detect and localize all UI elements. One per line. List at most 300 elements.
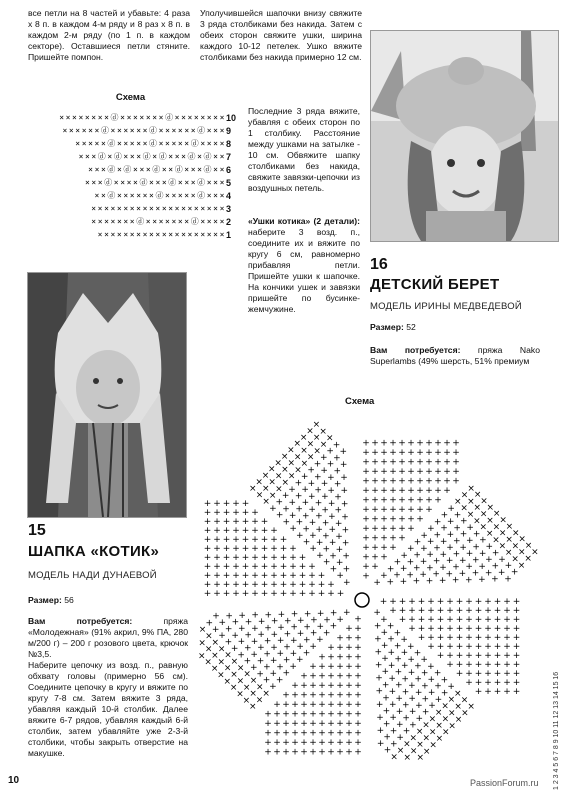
stitch-mark: + xyxy=(398,448,406,458)
stitch-mark: + xyxy=(510,567,519,578)
stitch-mark: + xyxy=(425,576,434,587)
stitch-mark: + xyxy=(455,633,464,643)
stitch-mark: + xyxy=(503,633,511,643)
stitch-mark: × xyxy=(454,701,462,712)
stitch-mark: + xyxy=(320,466,328,477)
stitch-mark: + xyxy=(512,615,521,625)
article-15-number: 15 xyxy=(28,522,46,539)
stitch-mark: + xyxy=(455,624,464,634)
stitch-mark: + xyxy=(251,535,259,545)
stitch-mark: + xyxy=(320,479,329,490)
stitch-mark: + xyxy=(263,662,271,673)
stitch-mark: + xyxy=(380,614,388,625)
schema-1-stitches: ×××××××ⓓ×××××××ⓓ×××× xyxy=(91,217,226,226)
stitch-mark: + xyxy=(250,663,258,673)
stitch-mark: + xyxy=(289,589,297,599)
stitch-mark: + xyxy=(472,555,480,566)
stitch-mark: + xyxy=(298,589,307,599)
stitch-mark: + xyxy=(417,615,426,625)
stitch-mark: + xyxy=(354,662,362,672)
stitch-mark: + xyxy=(264,728,272,739)
stitch-mark: + xyxy=(427,661,435,672)
stitch-mark: + xyxy=(503,687,511,697)
stitch-mark: + xyxy=(416,505,424,515)
stitch-mark: × xyxy=(242,682,251,693)
stitch-mark: + xyxy=(354,690,362,701)
stitch-mark: + xyxy=(381,667,390,678)
stitch-mark: + xyxy=(339,447,348,457)
stitch-mark: + xyxy=(203,535,212,545)
stitch-mark: + xyxy=(493,669,502,679)
stitch-mark: + xyxy=(308,580,316,590)
stitch-mark: + xyxy=(327,671,335,682)
stitch-mark: + xyxy=(445,556,454,567)
stitch-mark: + xyxy=(275,675,284,686)
stitch-mark: + xyxy=(383,732,391,743)
stitch-mark: + xyxy=(345,709,353,720)
schema-1-row-number: 6 xyxy=(226,165,232,175)
stitch-mark: + xyxy=(446,633,454,643)
stitch-mark: + xyxy=(381,680,390,691)
schema-1-stitches: ××××××××ⓓ×××××××ⓓ×××××××× xyxy=(59,113,226,122)
stitch-mark: + xyxy=(309,662,317,672)
stitch-mark: + xyxy=(302,648,311,659)
stitch-mark: + xyxy=(341,512,349,523)
stitch-mark: × xyxy=(479,509,488,520)
stitch-mark: + xyxy=(335,558,344,568)
stitch-mark: + xyxy=(401,674,409,685)
stitch-mark: + xyxy=(269,669,278,679)
stitch-mark: × xyxy=(403,752,412,763)
stitch-mark: + xyxy=(322,544,331,555)
stitch-mark: + xyxy=(294,478,303,489)
stitch-mark: + xyxy=(474,669,483,679)
stitch-mark: + xyxy=(465,669,473,679)
stitch-mark: + xyxy=(203,508,212,518)
stitch-mark: × xyxy=(416,753,425,764)
stitch-mark: + xyxy=(407,505,415,515)
schema-1-row xyxy=(30,217,240,230)
stitch-mark: + xyxy=(389,495,397,506)
stitch-mark: + xyxy=(213,589,221,599)
stitch-mark: + xyxy=(427,624,435,634)
stitch-mark: × xyxy=(223,663,232,674)
stitch-mark: + xyxy=(371,448,379,458)
stitch-mark: + xyxy=(393,628,402,639)
stitch-mark: + xyxy=(380,543,388,553)
stitch-mark: × xyxy=(281,465,289,475)
stitch-mark: + xyxy=(328,512,336,522)
stitch-mark: + xyxy=(260,562,269,572)
stitch-mark: + xyxy=(382,693,390,704)
watermark: PassionForum.ru xyxy=(470,778,539,788)
stitch-mark: + xyxy=(362,571,370,582)
stitch-mark: × xyxy=(274,471,283,482)
stitch-mark: + xyxy=(371,476,379,487)
stitch-mark: + xyxy=(298,562,307,572)
stitch-mark: + xyxy=(273,738,281,748)
stitch-mark: + xyxy=(288,497,297,508)
stitch-mark: + xyxy=(371,543,379,553)
stitch-mark: + xyxy=(374,634,382,645)
stitch-mark: + xyxy=(436,642,445,652)
stitch-mark: + xyxy=(466,536,474,547)
stitch-mark: + xyxy=(232,526,240,536)
stitch-mark: + xyxy=(503,651,511,661)
stitch-mark: × xyxy=(512,528,520,539)
stitch-mark: × xyxy=(460,503,468,514)
stitch-mark: + xyxy=(315,524,323,535)
stitch-mark: + xyxy=(260,517,269,527)
stitch-mark: + xyxy=(465,615,473,625)
stitch-mark: + xyxy=(380,533,388,544)
stitch-mark: + xyxy=(336,738,344,748)
stitch-mark: + xyxy=(362,476,370,487)
stitch-mark: × xyxy=(492,535,500,546)
stitch-mark: + xyxy=(309,531,317,542)
stitch-mark: + xyxy=(380,524,388,534)
stitch-mark: × xyxy=(422,746,431,757)
stitch-mark: + xyxy=(238,611,246,621)
schema-1-row xyxy=(30,139,240,152)
stitch-mark: + xyxy=(345,719,353,729)
stitch-mark: × xyxy=(198,651,206,662)
stitch-mark: + xyxy=(398,486,406,496)
stitch-mark: + xyxy=(380,486,388,496)
stitch-mark: + xyxy=(417,624,426,634)
stitch-mark: + xyxy=(251,544,259,554)
stitch-mark: + xyxy=(484,660,492,670)
stitch-mark: + xyxy=(503,624,511,634)
stitch-mark: + xyxy=(270,526,278,536)
stitch-mark: + xyxy=(232,508,240,518)
stitch-mark: + xyxy=(427,675,436,685)
stitch-mark: + xyxy=(393,570,401,581)
stitch-mark: + xyxy=(407,654,415,665)
stitch-mark: × xyxy=(268,464,276,475)
stitch-mark: + xyxy=(446,660,454,670)
stitch-mark: + xyxy=(310,615,318,626)
stitch-mark: + xyxy=(340,473,348,484)
stitch-mark: + xyxy=(459,542,467,553)
stitch-mark: × xyxy=(300,459,309,469)
stitch-mark: + xyxy=(439,549,448,560)
stitch-mark: × xyxy=(294,465,302,476)
stitch-mark: + xyxy=(395,680,403,691)
stitch-mark: + xyxy=(389,486,397,496)
stitch-mark: + xyxy=(425,486,433,496)
stitch-mark: + xyxy=(427,606,435,616)
stitch-mark: + xyxy=(203,499,212,509)
stitch-mark: + xyxy=(412,576,421,587)
stitch-mark: + xyxy=(342,551,350,562)
stitch-mark: + xyxy=(232,562,240,572)
stitch-mark: + xyxy=(282,709,290,720)
stitch-mark: × xyxy=(262,484,270,495)
stitch-mark: + xyxy=(291,747,299,758)
stitch-mark: + xyxy=(407,641,415,652)
stitch-mark: + xyxy=(222,526,231,536)
stitch-mark: + xyxy=(362,533,370,544)
stitch-mark: + xyxy=(399,564,408,574)
stitch-mark: + xyxy=(425,495,433,506)
stitch-mark: + xyxy=(389,713,397,724)
stitch-mark: + xyxy=(230,643,239,654)
stitch-mark: + xyxy=(408,606,416,616)
stitch-mark: + xyxy=(406,570,414,581)
stitch-mark: + xyxy=(398,457,406,468)
stitch-mark: + xyxy=(213,535,221,545)
stitch-mark: + xyxy=(380,628,389,638)
stitch-mark: + xyxy=(269,503,277,514)
stitch-mark: + xyxy=(264,719,272,729)
stitch-mark: + xyxy=(282,747,290,758)
stitch-mark: + xyxy=(296,629,305,640)
stitch-mark: + xyxy=(434,448,442,458)
stitch-mark: + xyxy=(416,495,424,506)
stitch-mark: + xyxy=(380,495,388,506)
stitch-mark: + xyxy=(459,529,468,540)
stitch-mark: + xyxy=(314,472,322,483)
stitch-mark: + xyxy=(332,440,341,451)
stitch-mark: + xyxy=(300,671,308,682)
stitch-mark: + xyxy=(273,709,281,720)
stitch-mark: × xyxy=(256,682,264,693)
stitch-mark: + xyxy=(333,479,342,490)
stitch-mark: + xyxy=(465,575,473,586)
stitch-mark: + xyxy=(282,738,290,748)
stitch-mark: + xyxy=(398,467,406,477)
stitch-mark: × xyxy=(274,458,282,469)
stitch-mark: + xyxy=(408,707,417,718)
stitch-mark: + xyxy=(427,633,435,643)
stitch-mark: + xyxy=(402,700,410,711)
stitch-mark: × xyxy=(255,490,264,501)
stitch-mark: + xyxy=(282,504,290,515)
stitch-mark: + xyxy=(273,728,281,739)
stitch-mark: + xyxy=(289,562,297,572)
stitch-mark: + xyxy=(257,643,265,654)
stitch-mark: + xyxy=(389,457,397,468)
stitch-mark: + xyxy=(354,643,362,653)
stitch-mark: + xyxy=(439,562,447,573)
stitch-mark: + xyxy=(329,551,337,562)
stitch-mark: × xyxy=(486,515,494,526)
stitch-mark: + xyxy=(213,562,221,572)
stitch-mark: + xyxy=(413,537,422,548)
stitch-mark: + xyxy=(309,690,317,701)
schema-1-row xyxy=(30,152,240,165)
stitch-mark: + xyxy=(244,630,252,641)
stitch-mark: + xyxy=(436,615,445,625)
stitch-mark: + xyxy=(294,491,303,502)
stitch-mark: × xyxy=(448,708,456,719)
schema-1-stitches: ×××ⓓ×ⓓ×××ⓓ×ⓓ×××ⓓ×ⓓ×× xyxy=(78,152,226,161)
stitch-mark: × xyxy=(312,433,321,444)
stitch-mark: + xyxy=(289,553,297,563)
stitch-mark: + xyxy=(222,562,231,572)
stitch-mark: × xyxy=(280,451,289,462)
stitch-mark: + xyxy=(416,448,424,458)
stitch-mark: + xyxy=(433,517,442,528)
stitch-mark: + xyxy=(300,728,308,739)
stitch-mark: + xyxy=(281,491,290,502)
col2-text-1: Уполучившейся шапочки внизу свяжите 3 ряда столбиками без накида. Затем с обеих сторон свяжите ушки, ширина каждого 10-12 петелек. Ушко вяжите столбиками без накида примерно 12 см. xyxy=(200,8,362,62)
stitch-mark: + xyxy=(398,533,406,544)
stitch-mark: + xyxy=(426,563,434,574)
stitch-mark: + xyxy=(433,668,442,679)
stitch-mark: + xyxy=(407,457,415,468)
stitch-mark: + xyxy=(414,661,422,672)
stitch-mark: + xyxy=(222,589,231,599)
stitch-mark: + xyxy=(472,542,480,553)
stitch-mark: + xyxy=(270,544,278,554)
stitch-mark: × xyxy=(211,637,220,648)
stitch-mark: + xyxy=(451,575,460,586)
stitch-mark: + xyxy=(222,508,231,518)
schema-1-stitches: ××××××ⓓ××××××ⓓ××××××ⓓ××× xyxy=(62,126,226,135)
stitch-mark: + xyxy=(484,642,492,652)
stitch-mark: + xyxy=(493,651,502,661)
stitch-mark: + xyxy=(485,542,494,553)
stitch-mark: + xyxy=(251,623,259,634)
stitch-mark: + xyxy=(427,688,436,699)
stitch-mark: + xyxy=(273,719,281,729)
stitch-mark: + xyxy=(291,728,299,739)
stitch-mark: + xyxy=(398,438,406,449)
stitch-mark: × xyxy=(313,446,321,457)
stitch-mark: + xyxy=(295,504,303,515)
stitch-mark: + xyxy=(275,510,284,521)
stitch-mark: + xyxy=(484,633,492,643)
stitch-mark: + xyxy=(308,518,317,528)
schema-1-stitches: ×××ⓓ×ⓓ×××ⓓ××ⓓ×××ⓓ×× xyxy=(88,165,226,174)
stitch-mark: + xyxy=(354,700,362,710)
stitch-mark: × xyxy=(499,515,507,526)
stitch-mark: × xyxy=(293,439,302,450)
stitch-mark: + xyxy=(371,524,379,534)
stitch-mark: + xyxy=(309,544,317,555)
stitch-mark: × xyxy=(467,702,475,713)
stitch-mark: + xyxy=(421,694,430,705)
stitch-mark: × xyxy=(422,733,431,744)
stitch-mark: + xyxy=(316,608,325,619)
stitch-mark: + xyxy=(232,580,240,590)
stitch-mark: + xyxy=(309,641,317,652)
stitch-mark: + xyxy=(474,597,483,607)
stitch-mark: + xyxy=(443,467,451,477)
stitch-mark: + xyxy=(393,641,402,652)
stitch-mark: + xyxy=(318,700,326,710)
stitch-mark: + xyxy=(316,550,324,561)
stitch-mark: + xyxy=(203,571,212,581)
stitch-mark: × xyxy=(447,695,456,706)
stitch-mark: + xyxy=(380,457,388,468)
stitch-mark: + xyxy=(380,505,388,515)
stitch-mark: + xyxy=(373,577,381,588)
stitch-mark: + xyxy=(380,514,388,525)
stitch-mark: + xyxy=(376,725,385,736)
side-strip: 1 2 3 4 5 6 7 8 9 10 11 12 13 14 15 16 xyxy=(553,671,560,790)
schema-1-row-number: 8 xyxy=(226,139,232,149)
stitch-mark: + xyxy=(389,524,397,534)
schema-1-row xyxy=(30,165,240,178)
stitch-mark: + xyxy=(277,610,286,620)
stitch-mark: × xyxy=(299,432,308,443)
stitch-mark: + xyxy=(484,669,492,679)
stitch-mark: + xyxy=(322,557,331,568)
stitch-mark: + xyxy=(436,651,445,661)
stitch-mark: + xyxy=(354,709,362,720)
stitch-mark: + xyxy=(321,518,330,529)
stitch-mark: + xyxy=(232,535,240,545)
stitch-mark: × xyxy=(505,521,514,532)
stitch-mark: + xyxy=(417,597,426,607)
stitch-mark: + xyxy=(282,728,290,739)
stitch-mark: + xyxy=(256,656,265,667)
stitch-mark: + xyxy=(296,530,304,541)
stitch-mark: × xyxy=(504,548,513,559)
stitch-mark: + xyxy=(512,687,521,697)
stitch-mark: + xyxy=(354,747,362,758)
stitch-mark: + xyxy=(270,562,278,572)
stitch-mark: + xyxy=(474,687,483,697)
stitch-mark: + xyxy=(251,571,259,581)
stitch-mark: + xyxy=(474,624,483,634)
stitch-mark: × xyxy=(480,496,488,507)
stitch-mark: + xyxy=(389,505,397,515)
stitch-mark: × xyxy=(492,522,501,533)
stitch-mark: + xyxy=(417,633,426,643)
stitch-mark: + xyxy=(343,577,351,588)
stitch-mark: + xyxy=(343,608,351,619)
stitch-mark: × xyxy=(428,727,437,738)
article-16-number: 16 xyxy=(370,256,388,273)
stitch-mark: × xyxy=(243,669,251,680)
stitch-mark: + xyxy=(380,641,389,652)
stitch-mark: + xyxy=(302,511,310,522)
article-15-title: ШАПКА «КОТИК» xyxy=(28,543,160,560)
stitch-mark: + xyxy=(373,608,381,619)
stitch-mark: + xyxy=(434,681,442,692)
stitch-mark: + xyxy=(231,630,239,641)
stitch-mark: + xyxy=(400,550,408,561)
center-ring xyxy=(355,593,369,607)
stitch-mark: + xyxy=(327,709,335,720)
stitch-mark: × xyxy=(319,439,328,450)
stitch-mark: + xyxy=(334,492,342,503)
stitch-mark: × xyxy=(312,420,321,431)
stitch-mark: + xyxy=(301,485,309,496)
stitch-mark: + xyxy=(327,643,335,653)
stitch-mark: + xyxy=(421,707,430,718)
stitch-mark: × xyxy=(287,445,295,456)
stitch-mark: × xyxy=(300,445,308,456)
stitch-mark: + xyxy=(465,549,474,560)
stitch-mark: + xyxy=(493,615,502,625)
schema-1-stitches: ××ⓓ××××××ⓓ×××××ⓓ××× xyxy=(94,191,226,200)
stitch-mark: + xyxy=(388,674,396,684)
schema-1-row-number: 9 xyxy=(226,126,232,136)
stitch-mark: × xyxy=(198,638,206,649)
stitch-mark: + xyxy=(213,580,221,590)
stitch-mark: + xyxy=(453,523,461,534)
stitch-mark: + xyxy=(408,694,416,705)
stitch-mark: + xyxy=(416,476,424,487)
stitch-mark: + xyxy=(318,747,326,758)
stitch-mark: + xyxy=(327,589,335,599)
stitch-mark: + xyxy=(300,738,308,748)
